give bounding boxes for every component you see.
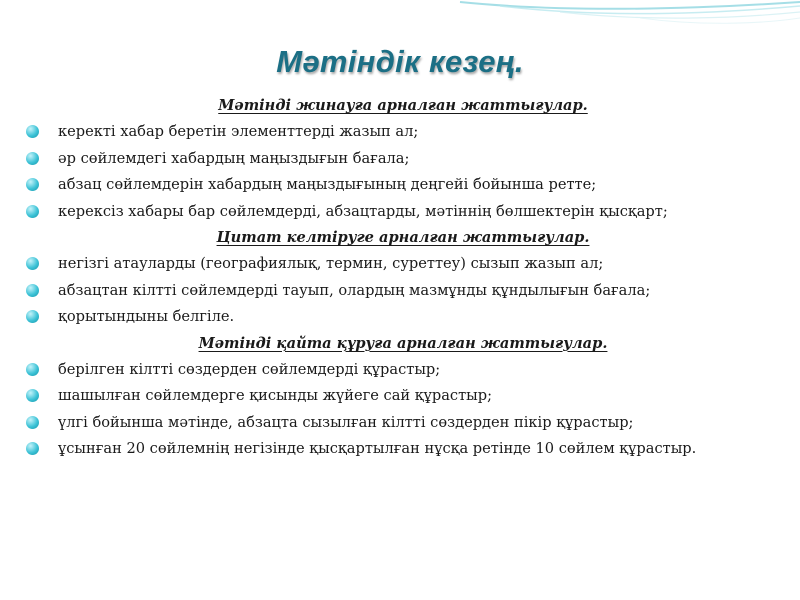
bullet-icon xyxy=(26,125,39,138)
bullet-icon xyxy=(26,416,39,429)
bullet-icon xyxy=(26,205,39,218)
list-item: абзацтан кілтті сөйлемдерді тауып, олардың мазмұнды құндылығын бағала; xyxy=(26,278,780,304)
slide-title: Мәтіндік кезең. xyxy=(276,44,524,79)
section-heading-rebuild: Мәтінді қайта құруға арналған жаттығулар. xyxy=(198,334,608,352)
list-item: абзац сөйлемдерін хабардың маңыздығының деңгейі бойынша ретте; xyxy=(26,172,780,198)
list-item: керексіз хабары бар сөйлемдерді, абзацтарды, мәтіннің бөлшектерін қысқарт; xyxy=(26,199,780,225)
slide-content xyxy=(26,93,780,462)
list-item: берілген кілтті сөздерден сөйлемдерді құрастыр; xyxy=(26,357,780,383)
list-item: шашылған сөйлемдерге қисынды жүйеге сай құрастыр; xyxy=(26,383,780,409)
bullet-icon xyxy=(26,442,39,455)
list-item: негізгі атауларды (географиялық, термин, суреттеу) сызып жазып ал; xyxy=(26,251,780,277)
list-item: үлгі бойынша мәтінде, абзацта сызылған кілтті сөздерден пікір құрастыр; xyxy=(26,410,780,436)
bullet-icon xyxy=(26,363,39,376)
bullet-icon xyxy=(26,257,39,270)
list-item: қорытындыны белгіле. xyxy=(26,304,780,330)
list-item: керекті хабар беретін элементтерді жазып ал; xyxy=(26,119,780,145)
bullet-icon xyxy=(26,389,39,402)
bullet-icon xyxy=(26,310,39,323)
bullet-icon xyxy=(26,152,39,165)
list-item: ұсынған 20 сөйлемнің негізінде қысқартылған нұсқа ретінде 10 сөйлем құрастыр. xyxy=(26,436,780,462)
section-heading-collect: Мәтінді жинауға арналған жаттығулар. xyxy=(218,97,588,114)
section-heading-citation: Цитат келтіруге арналған жаттығулар. xyxy=(216,229,590,247)
bullet-icon xyxy=(26,284,39,297)
bullet-icon xyxy=(26,178,39,191)
list-item: әр сөйлемдегі хабардың маңыздығын бағала; xyxy=(26,146,780,172)
